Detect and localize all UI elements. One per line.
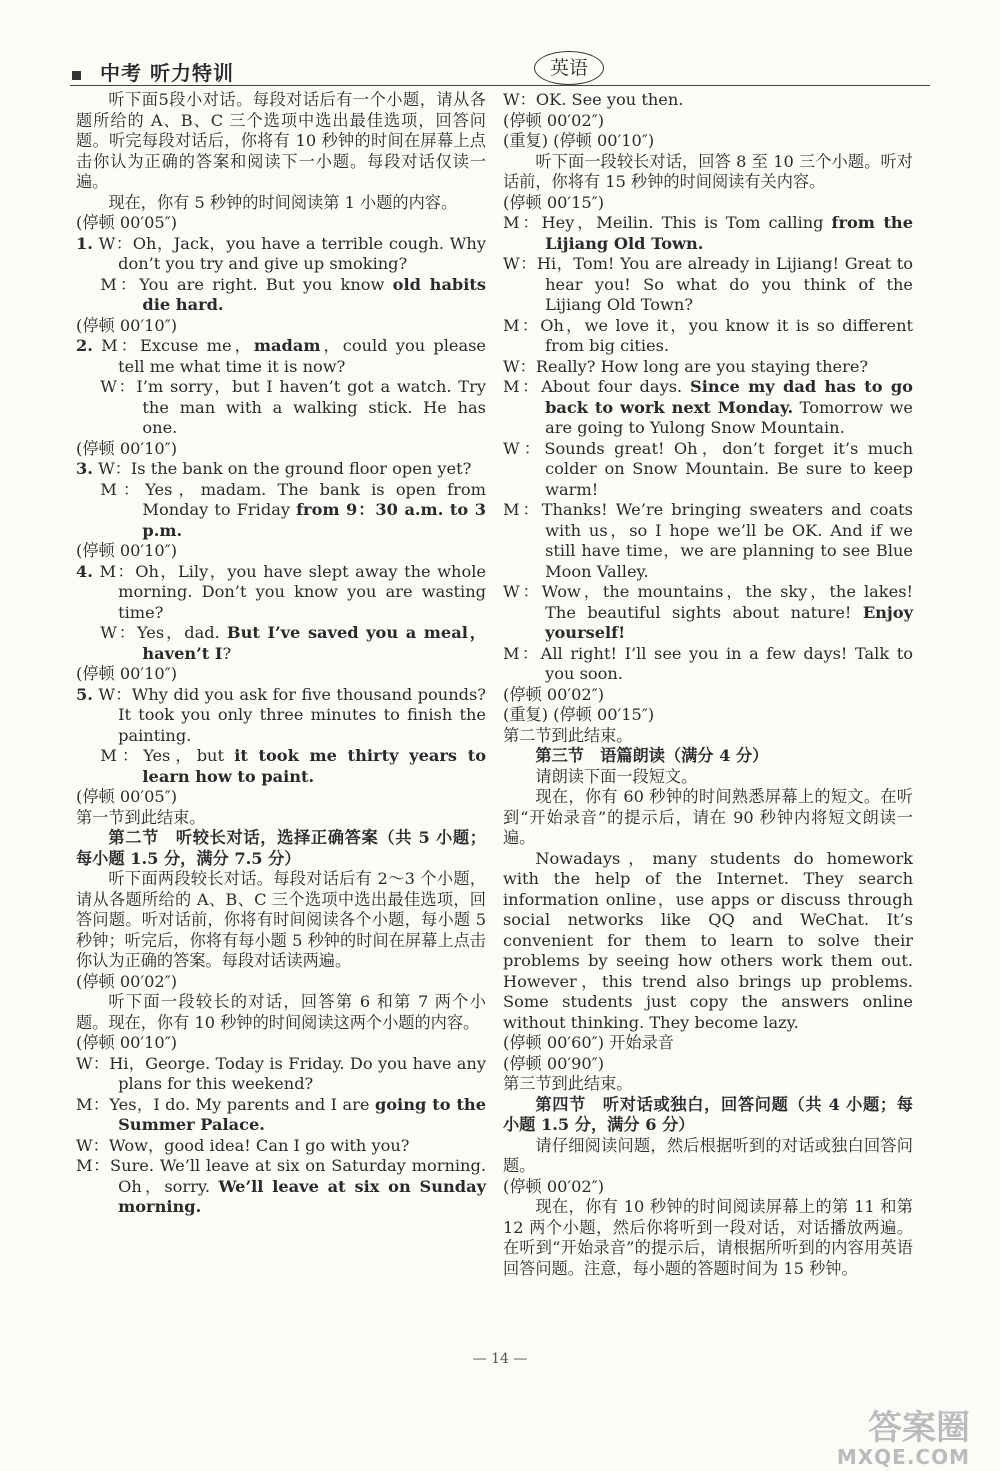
line-text: W：Hi，Tom! You are already in Lijiang! Great to hear you! So what do you think of the Lijiang Old Town? [503, 254, 913, 314]
paragraph: (停顿 00′02″) [503, 1176, 605, 1196]
line-text: ? [222, 643, 232, 663]
dialogue-line [503, 254, 913, 316]
key-answer-text: Enjoy yourself! [545, 602, 913, 642]
key-answer-text: from 9：30 a.m. to 3 p.m. [142, 500, 486, 540]
question-item [76, 562, 486, 624]
paragraph: (重复) (停顿 00′10″) [503, 131, 655, 150]
question-item [76, 336, 486, 377]
line-text: W：Oh，Jack，you have a terrible cough. Why don’t you try and give up smoking? [98, 233, 486, 273]
dialogue-line [503, 439, 913, 501]
dialogue-line [76, 377, 486, 439]
line-text: W：I’m sorry，but I haven’t got a watch. Try the man with a walking stick. He has one. [100, 377, 486, 437]
paragraph: 听下面5段小对话。每段对话后有一个小题，请从各题所给的 A、B、C 三个选项中选出最佳选项，回答问题。听完每段对话后，你将有 10 秒钟的时间在屏幕上点击你认为正确的答案和阅读下一小题。每段对话仅读一遍。 [76, 90, 486, 191]
dialogue-line [76, 1054, 486, 1095]
dialogue-line [503, 377, 913, 439]
paragraph: 第二节到此结束。 [503, 725, 633, 745]
paragraph: (停顿 00′60″) 开始录音 [503, 1033, 674, 1052]
dialogue-line [76, 1156, 486, 1218]
dialogue-line [76, 746, 486, 787]
line-text: M：Excuse me， [101, 336, 254, 355]
line-text: W：Why did you ask for five thousand pounds? It took you only three minutes to finish the painting. [98, 684, 486, 745]
dialogue-line [503, 582, 913, 644]
paragraph: Nowadays，many students do homework with the help of the Internet. They search information online，use apps or discuss through social networks like QQ and WeChat. It’s convenient for them to learn to solve their problems by seeing how others work them out. However，this trend also brings up problems. Some students just copy the answers online without thinking. They become lazy. [503, 848, 913, 1032]
section-heading: 第二节 听较长对话，选择正确答案（共 5 小题；每小题 1.5 分，满分 7.5 分） [76, 828, 486, 868]
question-item [76, 685, 486, 747]
question-number: 2. [76, 336, 93, 355]
paragraph: (停顿 00′02″) [503, 684, 605, 704]
line-text: W：Yes，dad. [100, 623, 227, 642]
paragraph: (停顿 00′02″) [503, 110, 605, 130]
paragraph: (停顿 00′10″) [76, 1033, 178, 1052]
line-text: M：Yes，I do. My parents and I are [76, 1094, 375, 1114]
section-heading: 第四节 听对话或独白，回答问题（共 4 小题；每小题 1.5 分，满分 6 分） [503, 1094, 913, 1134]
dialogue-line [503, 644, 913, 685]
paragraph: 现在，你有 5 秒钟的时间阅读第 1 小题的内容。 [108, 192, 458, 212]
paragraph: 听下面一段较长的对话，回答第 6 和第 7 两个小题。现在，你有 10 秒钟的时间阅读这两个小题的内容。 [76, 992, 486, 1032]
question-number: 1. [76, 233, 93, 253]
key-answer-text: But I’ve saved you a meal，haven’t I [142, 623, 486, 663]
paragraph: (停顿 00′05″) [76, 213, 178, 232]
dialogue-line [76, 1136, 486, 1157]
paragraph: (重复) (停顿 00′15″) [503, 705, 655, 724]
page-number: — 14 — [472, 1351, 528, 1367]
line-text: M：Oh，Lily，you have slept away the whole morning. Don’t you know you are wasting time? [99, 561, 486, 622]
key-answer-text: it took me thirty years to learn how to paint. [142, 746, 486, 786]
paragraph: (停顿 00′10″) [76, 541, 178, 560]
dialogue-line [503, 213, 913, 254]
question-item [76, 459, 486, 480]
paragraph: 现在，你有 10 秒钟的时间阅读屏幕上的第 11 和第 12 两个小题，然后你将听到一段对话，对话播放两遍。在听到“开始录音”的提示后，请根据所听到的内容用英语回答问题。注意，每小题的答题时间为 15 秒钟。 [503, 1197, 913, 1278]
paragraph: 现在，你有 60 秒钟的时间熟悉屏幕上的短文。在听到“开始录音”的提示后，请在 90 秒钟内将短文朗读一遍。 [503, 787, 913, 847]
section-heading: 第三节 语篇朗读（满分 4 分） [535, 746, 769, 765]
paragraph: (停顿 00′10″) [76, 438, 178, 458]
line-text: Tomorrow we are going to Yulong Snow Mountain. [545, 397, 914, 437]
dialogue-line [503, 500, 913, 582]
dialogue-line [76, 480, 486, 542]
key-answer-text: old habits die hard. [142, 274, 486, 314]
line-text: W：Sounds great! Oh，don’t forget it’s much colder on Snow Mountain. Be sure to keep warm! [503, 438, 913, 499]
paragraph: (停顿 00′10″) [76, 315, 178, 335]
line-text: M：Oh，we love it，you know it is so different from big cities. [503, 315, 913, 355]
paragraph: 听下面一段较长对话，回答 8 至 10 三个小题。听对话前，你将有 15 秒钟的时间阅读有关内容。 [503, 151, 913, 191]
line-text: M：Thanks! We’re bringing sweaters and coats with us，so I hope we’ll be OK. And if we still have time，we are planning to see Blue Moon Valley. [503, 500, 913, 581]
paragraph: (停顿 00′15″) [503, 192, 605, 212]
question-number: 4. [76, 561, 93, 581]
line-text: M：You are right. But you know [100, 274, 393, 294]
paragraph: 第一节到此结束。 [76, 807, 206, 827]
paragraph: 请仔细阅读问题，然后根据听到的对话或独白回答问题。 [503, 1135, 913, 1175]
key-answer-text: going to the Summer Palace. [118, 1094, 486, 1134]
line-text: W：Wow，the mountains，the sky，the lakes! The beautiful sights about nature! [503, 582, 913, 622]
line-text: ，could you please tell me what time it is now? [118, 336, 486, 376]
question-number: 3. [76, 459, 93, 478]
line-text: W：Is the bank on the ground floor open yet? [98, 459, 472, 478]
right-column [503, 90, 913, 1279]
key-answer-text: from the Lijiang Old Town. [545, 213, 913, 253]
paragraph: (停顿 00′10″) [76, 664, 178, 683]
key-answer-text: We’ll leave at six on Sunday morning. [118, 1176, 486, 1216]
question-item [76, 234, 486, 275]
line-text: W：Hi，George. Today is Friday. Do you have any plans for this weekend? [76, 1053, 486, 1093]
dialogue-line [76, 1095, 486, 1136]
dialogue-line [503, 357, 913, 378]
line-text: M：Hey，Meilin. This is Tom calling [503, 213, 832, 232]
line-text: W：Really? How long are you staying there? [503, 356, 869, 376]
line-text: M：About four days. [503, 377, 691, 396]
key-answer-text: Since my dad has to go back to work next Monday. [545, 377, 913, 417]
paragraph: 听下面两段较长对话。每段对话后有 2～3 个小题，请从各题所给的 A、B、C 三个选项中选出最佳选项，回答问题。听对话前，你将有时间阅读各个小题，每小题 5 秒钟；听完后，你将有每小题 5 秒钟的时间在屏幕上点击你认为正确的答案。每段对话读两遍。 [76, 869, 486, 970]
question-number: 5. [76, 684, 93, 704]
dialogue-line [503, 316, 913, 357]
line-text: W：Wow，good idea! Can I go with you? [76, 1135, 410, 1155]
line-text: M：All right! I’ll see you in a few days! Talk to you soon. [503, 643, 913, 683]
book-title: 中考 听力特训 [100, 61, 234, 85]
watermark-url: MXQE.COM [836, 1445, 970, 1469]
header-marker [72, 71, 81, 80]
paragraph: (停顿 00′02″) [76, 971, 178, 991]
watermark-logo: 答案圈 [868, 1408, 970, 1448]
line-text: M：Yes，but [100, 746, 235, 765]
page-header [70, 55, 930, 87]
dialogue-line [76, 275, 486, 316]
paragraph: 请朗读下面一段短文。 [535, 766, 698, 786]
paragraph: (停顿 00′05″) [76, 787, 178, 806]
header-rule [70, 85, 930, 86]
line-text: M：Sure. We’ll leave at six on Saturday morning. Oh，sorry. [76, 1156, 486, 1196]
line-text: M：Yes，madam. The bank is open from Monday to Friday [100, 479, 486, 519]
subject-badge: 英语 [534, 51, 604, 85]
paragraph: W：OK. See you then. [503, 90, 684, 109]
key-answer-text: madam [253, 336, 321, 355]
paragraph: (停顿 00′90″) [503, 1053, 605, 1073]
paragraph: 第三节到此结束。 [503, 1074, 633, 1093]
left-column [76, 90, 486, 1218]
dialogue-line [76, 623, 486, 664]
